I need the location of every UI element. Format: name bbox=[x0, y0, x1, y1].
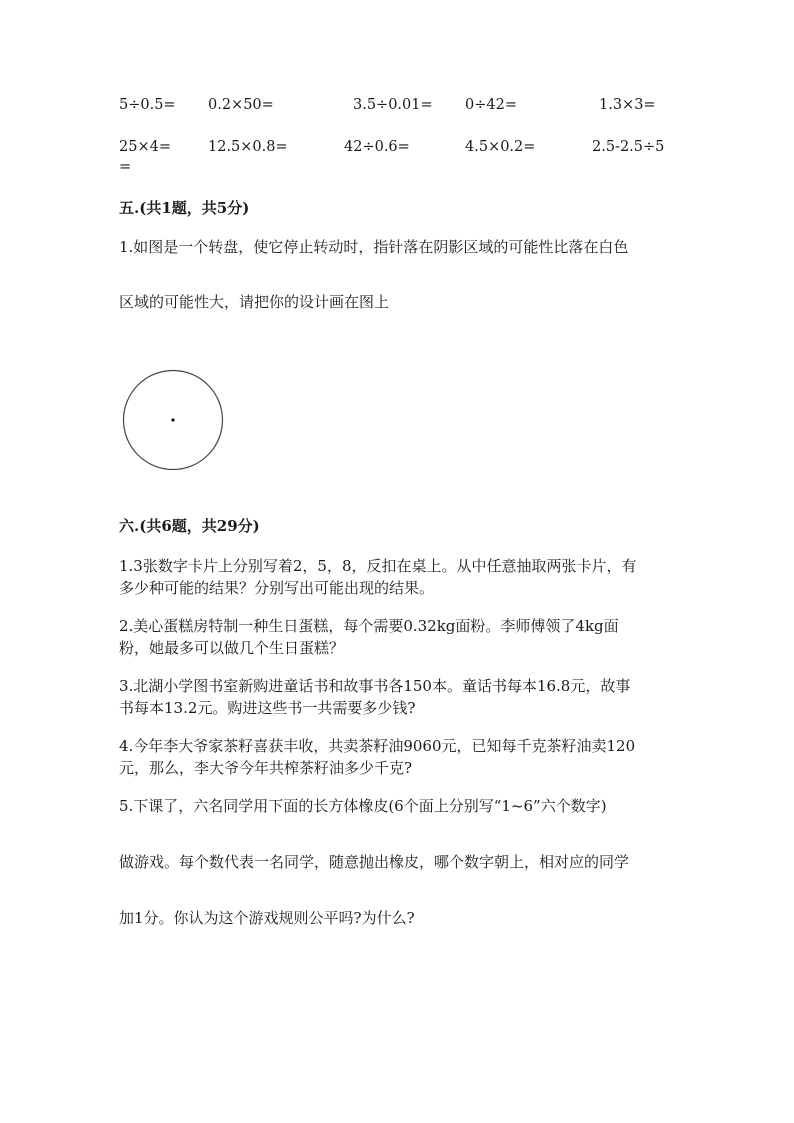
section-6-question-3: 3.北湖小学图书室新购进童话书和故事书各150本。童话书每本16.8元，故事 bbox=[119, 677, 631, 695]
calc-item: 12.5×0.8= bbox=[208, 139, 288, 155]
section-6-question-1: 1.3张数字卡片上分别写着2，5，8，反扣在桌上。从中任意抽取两张卡片，有 bbox=[119, 557, 637, 575]
spinner-circle-figure bbox=[120, 369, 226, 473]
calc-item: 2.5-2.5÷5 bbox=[592, 139, 665, 155]
calc-item: 25×4= bbox=[119, 139, 171, 155]
section-6-question-2: 2.美心蛋糕房特制一种生日蛋糕，每个需要0.32kg面粉。李师傅领了4kg面 bbox=[119, 617, 619, 635]
spinner-center-dot bbox=[171, 418, 174, 421]
calc-item-wrap: = bbox=[119, 159, 132, 175]
section-6-question-5-cont2: 加1分。你认为这个游戏规则公平吗?为什么? bbox=[119, 909, 415, 927]
calc-item: 3.5÷0.01= bbox=[353, 97, 433, 113]
section-6-question-5: 5.下课了，六名同学用下面的长方体橡皮(6个面上分别写“1~6”六个数字) bbox=[119, 797, 607, 815]
section-6-question-4: 4.今年李大爷家茶籽喜获丰收，共卖茶籽油9060元，已知每千克茶籽油卖120 bbox=[119, 737, 636, 755]
section-5-question-1: 1.如图是一个转盘，使它停止转动时，指针落在阴影区域的可能性比落在白色 bbox=[119, 238, 629, 256]
calc-item: 5÷0.5= bbox=[119, 97, 176, 113]
calc-item: 0.2×50= bbox=[208, 97, 274, 113]
calc-item: 0÷42= bbox=[465, 97, 517, 113]
section-6-question-4-cont: 元，那么，李大爷今年共榨茶籽油多少千克? bbox=[119, 759, 413, 777]
section-6-question-5-cont: 做游戏。每个数代表一名同学，随意抛出橡皮，哪个数字朝上，相对应的同学 bbox=[119, 853, 630, 871]
calc-item: 42÷0.6= bbox=[344, 139, 410, 155]
section-6-question-2-cont: 粉，她最多可以做几个生日蛋糕？ bbox=[119, 639, 345, 657]
section-6-question-1-cont: 多少种可能的结果？分别写出可能出现的结果。 bbox=[119, 579, 435, 597]
section-6-question-3-cont: 书每本13.2元。购进这些书一共需要多少钱? bbox=[119, 699, 416, 717]
section-6-title: 六.(共6题，共29分) bbox=[119, 517, 260, 535]
calc-item: 4.5×0.2= bbox=[465, 139, 536, 155]
section-5-question-1-cont: 区域的可能性大，请把你的设计画在图上 bbox=[119, 293, 390, 311]
calc-item: 1.3×3= bbox=[599, 97, 656, 113]
section-5-title: 五.(共1题，共5分) bbox=[119, 199, 250, 217]
